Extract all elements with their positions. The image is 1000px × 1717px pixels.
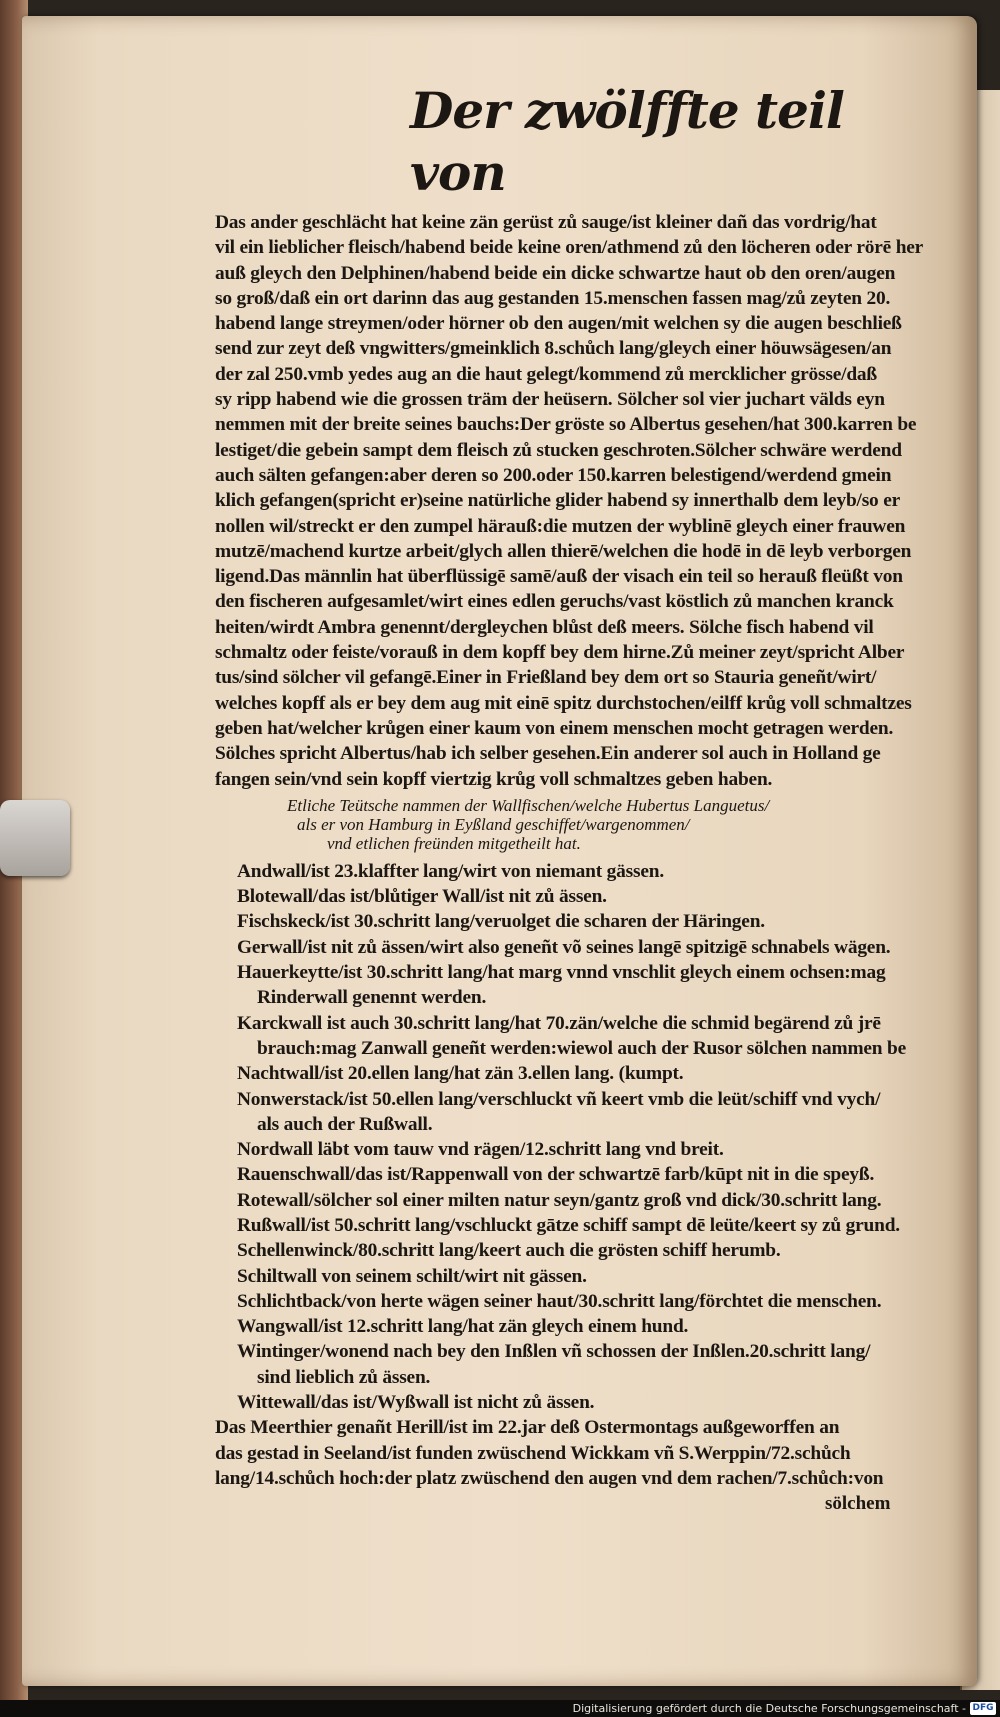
text-line: klich gefangen(spricht er)seine natürliche glider habend sy innerthalb dem leyb/so er — [215, 490, 901, 512]
page-title: Der zwölffte teil von — [410, 81, 844, 202]
text-line: auch sälten gefangen:aber deren so 200.oder 150.karren belestigend/werdend gmein — [215, 464, 892, 486]
entry-line: Karckwall ist auch 30.schritt lang/hat 70.zän/welche die schmid begärend zů jrē — [237, 1012, 881, 1034]
text-line: heiten/wirdt Ambra genennt/dergleychen blůst deß meers. Sölche fisch habend vil — [215, 616, 874, 638]
list-item — [237, 1213, 955, 1238]
text-line: Das ander geschlächt hat keine zän gerüst zů sauge/ist kleiner dañ das vordrig/hat — [215, 212, 877, 233]
list-item — [237, 1339, 955, 1390]
text-line: lestiget/die gebein sampt dem fleisch zů stucken geschroten.Sölcher schwäre werdend — [215, 439, 902, 461]
heading-note-line: vnd etlichen freünden mitgetheilt hat. — [327, 833, 581, 853]
page-clip — [0, 800, 70, 876]
text-line: fangen sein/vnd sein kopff viertzig krůg voll schmaltzes geben haben. — [215, 768, 773, 790]
text-line: sy ripp habend wie die grossen träm der heüsern. Sölcher sol vier juchart välds eyn — [215, 389, 885, 411]
entry-line: Schlichtback/von herte wägen seiner haut/30.schritt lang/förchtet die menschen. — [237, 1290, 882, 1312]
entry-line: Schellenwinck/80.schritt lang/keert auch die grösten schiff herumb. — [237, 1240, 781, 1262]
text-line: schmaltz oder feiste/vorauß in dem kopff bey dem hirne.Zů meiner zeyt/spricht Alber — [215, 642, 905, 664]
text-line: das gestad in Seeland/ist funden zwüschend Wickkam vñ S.Werppin/72.schůch — [215, 1442, 851, 1464]
entry-line: Blotewall/das ist/blůtiger Wall/ist nit zů ässen. — [237, 886, 607, 908]
list-item — [237, 1390, 955, 1415]
list-item — [237, 1011, 955, 1062]
entry-line: Rauenschwall/das ist/Rappenwall von der schwartzē farb/kūpt nit in die speyß. — [237, 1164, 875, 1186]
text-line: vil ein lieblicher fleisch/habend beide keine oren/athmend zů den löcheren oder rörē her — [215, 237, 924, 259]
body-paragraph — [215, 210, 955, 792]
text-line: mutzē/machend kurtze arbeit/glych allen thierē/welchen die hodē in dē leyb verborgen — [215, 540, 912, 562]
list-item — [237, 859, 955, 884]
entry-line: brauch:mag Zanwall geneñt werden:wiewol auch der Rusor sölchen nammen be — [257, 1037, 907, 1059]
entry-line: Wittewall/das ist/Wyßwall ist nicht zů ässen. — [237, 1392, 595, 1414]
closing-paragraph — [215, 1415, 955, 1491]
entry-line: Rußwall/ist 50.schritt lang/vschluckt gātze schiff sampt dē leüte/keert sy zů grund. — [237, 1214, 900, 1236]
list-item — [237, 909, 955, 934]
dfg-logo-icon: DFG — [970, 1702, 996, 1715]
page-text — [215, 80, 955, 1516]
entry-line: Schiltwall von seinem schilt/wirt nit gässen. — [237, 1265, 587, 1287]
entry-line: Hauerkeytte/ist 30.schritt lang/hat marg vnnd vnschlit gleych einem ochsen:mag — [237, 962, 886, 984]
catchword: sölchem — [825, 1493, 891, 1515]
entry-line: Rotewall/sölcher sol einer milten natur seyn/gantz groß vnd dick/30.schritt lang. — [237, 1189, 882, 1211]
text-line: nollen wil/streckt er den zumpel härauß:die mutzen der wyblinē gleych einer frauwen — [215, 515, 906, 537]
text-line: nemmen mit der breite seines bauchs:Der gröste so Albertus gesehen/hat 300.karren be — [215, 414, 917, 436]
text-line: send zur zeyt deß vngwitters/gmeinklich 8.schůch lang/gleych einer höuwsägesen/an — [215, 338, 892, 360]
entry-line: Gerwall/ist nit zů ässen/wirt also geneñt võ seines langē spitzigē schnabels wägen. — [237, 936, 891, 958]
entry-line: Fischskeck/ist 30.schritt lang/veruolget die scharen der Häringen. — [237, 911, 765, 933]
list-heading — [287, 796, 955, 853]
entry-line: Nachtwall/ist 20.ellen lang/hat zän 3.ellen lang. (kumpt. — [237, 1063, 684, 1085]
funding-credit: Digitalisierung gefördert durch die Deutsche Forschungsgemeinschaft - — [572, 1702, 966, 1715]
list-item — [237, 960, 955, 1011]
heading-note-line: Etliche Teütsche nammen der Wallfischen/welche Hubertus Languetus/ — [287, 795, 770, 815]
text-line: tus/sind sölcher vil gefangē.Einer in Frießland bey dem ort so Stauria geneñt/wirt/ — [215, 667, 877, 689]
list-item — [237, 884, 955, 909]
list-item — [237, 935, 955, 960]
text-line: auß gleych den Delphinen/habend beide ein dicke schwartze haut ob den oren/augen — [215, 262, 896, 284]
list-item — [237, 1238, 955, 1263]
text-line: der zal 250.vmb yedes aug an die haut gelegt/kommend zů mercklicher grösse/daß — [215, 363, 877, 385]
text-line: Sölches spricht Albertus/hab ich selber gesehen.Ein anderer sol auch in Holland ge — [215, 743, 881, 765]
heading-note-line: als er von Hamburg in Eyßland geschiffet/wargenommen/ — [297, 814, 690, 834]
entry-line: Nonwerstack/ist 50.ellen lang/verschluckt vñ keert vmb die leüt/schiff vnd vych/ — [237, 1088, 881, 1110]
text-line: geben hat/welcher krůgen einer kaum von einem menschen mocht getragen werden. — [215, 717, 894, 739]
list-item — [237, 1137, 955, 1162]
text-line: Das Meerthier genañt Herill/ist im 22.jar deß Ostermontags außgeworffen an — [215, 1417, 840, 1439]
whale-name-list — [237, 859, 955, 1416]
text-line: so groß/daß ein ort darinn das aug gestanden 15.menschen fassen mag/zů zeyten 20. — [215, 287, 891, 309]
text-line: den fischeren aufgesamlet/wirt eines edlen geruchs/vast köstlich zů manchen kranck — [215, 591, 894, 613]
list-item — [237, 1087, 955, 1138]
entry-line: Wangwall/ist 12.schritt lang/hat zän gleych einem hund. — [237, 1316, 689, 1338]
footer-bar — [0, 1700, 1000, 1717]
list-item — [237, 1061, 955, 1086]
text-line: ligend.Das männlin hat überflüssigē samē/auß der visach ein teil so herauß fleüßt von — [215, 566, 903, 588]
text-line: lang/14.schůch hoch:der platz zwüschend den augen vnd dem rachen/7.schůch:von — [215, 1467, 884, 1489]
entry-line: als auch der Rußwall. — [257, 1113, 433, 1135]
entry-line: Nordwall läbt vom tauw vnd rägen/12.schritt lang vnd breit. — [237, 1139, 724, 1161]
entry-line: Rinderwall genennt werden. — [257, 987, 487, 1009]
list-item — [237, 1314, 955, 1339]
text-line: welches kopff als er bey dem aug mit einē spitz durchstochen/eilff krůg voll schmaltzes — [215, 692, 912, 714]
list-item — [237, 1289, 955, 1314]
list-item — [237, 1162, 955, 1187]
list-item — [237, 1188, 955, 1213]
entry-line: Andwall/ist 23.klaffter lang/wirt von niemant gässen. — [237, 860, 664, 882]
entry-line: Wintinger/wonend nach bey den Inßlen vñ schossen der Inßlen.20.schritt lang/ — [237, 1341, 871, 1363]
entry-line: sind lieblich zů ässen. — [257, 1366, 431, 1388]
list-item — [237, 1264, 955, 1289]
text-line: habend lange streymen/oder hörner ob den augen/mit welchen sy die augen beschließ — [215, 313, 902, 335]
